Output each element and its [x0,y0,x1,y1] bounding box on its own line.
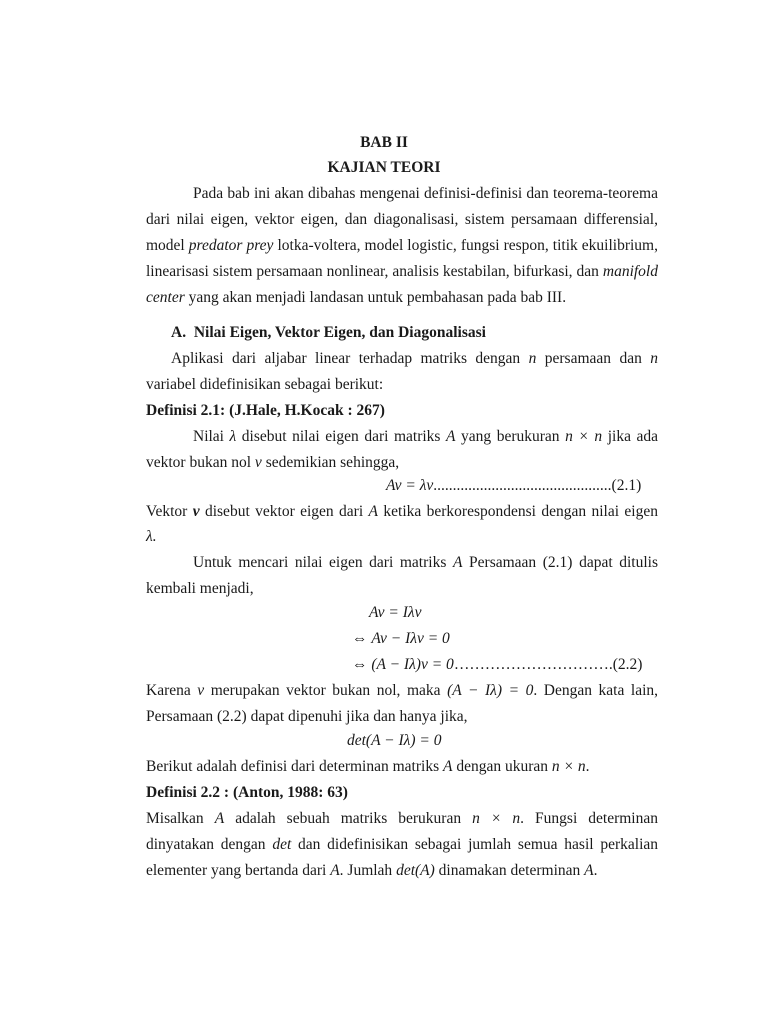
section-a-p1-line2: variabel didefinisikan sebagai berikut: [146,376,384,393]
definition-2-1-title: Definisi 2.1: (J.Hale, H.Kocak : 267) [146,402,385,419]
equation-number: (2.2) [612,656,643,673]
intro-line-2: dari nilai eigen, vektor eigen, dan diagonalisasi, sistem persamaan differensial, [146,211,658,228]
def22-line-2: dinyatakan dengan det dan didefinisikan sebagai jumlah semua hasil perkalian [146,836,659,853]
section-label: A. [171,324,187,341]
chapter-title: KAJIAN TEORI [327,159,441,176]
def21-line-7: Karena v merupakan vektor bukan nol, maka (A − Iλ) = 0. Dengan kata lain, [146,682,659,699]
equation-av-ilv: Av = Iλv [369,604,422,621]
equation-det: det(A − Iλ) = 0 [347,732,442,749]
def21-line-1: Nilai λ disebut nilai eigen dari matriks A yang berukuran n × n jika ada [193,428,658,445]
iff-icon: ⇔ [352,630,368,647]
def21-line-5: Untuk mencari nilai eigen dari matriks A Persamaan (2.1) dapat ditulis [193,554,658,571]
intro-line-5: center yang akan menjadi landasan untuk pembahasan pada bab III. [146,289,567,306]
definition-2-2-title: Definisi 2.2 : (Anton, 1988: 63) [146,784,348,801]
intro-line-3: model predator prey lotka-voltera, model logistic, fungsi respon, titik ekuilibrium, [146,237,658,254]
def21-line-2: vektor bukan nol v sedemikian sehingga, [146,454,400,471]
section-title: Nilai Eigen, Vektor Eigen, dan Diagonalisasi [193,324,486,341]
chapter-heading: BAB II [360,134,408,151]
equation-number: (2.1) [611,477,642,494]
def22-line-3: elementer yang bertanda dari A. Jumlah det(A) dinamakan determinan A. [146,862,598,879]
intro-line-1: Pada bab ini akan dibahas mengenai definisi-definisi dan teorema-teorema [193,185,658,202]
def21-line-4: λ. [146,528,157,545]
equation-av-minus: ⇔ Av − Iλv = 0 [352,630,450,647]
def21-line-3: Vektor v disebut vektor eigen dari A ketika berkorespondensi dengan nilai eigen [146,503,658,520]
section-a-heading [171,323,486,343]
equation-2-1: Av = λv..............................................(2.1) [386,477,642,494]
def21-line-8: Persamaan (2.2) dapat dipenuhi jika dan hanya jika, [146,708,468,725]
def22-line-1: Misalkan A adalah sebuah matriks berukuran n × n. Fungsi determinan [146,810,658,827]
def21-line-6: kembali menjadi, [146,580,254,597]
def21-line-9: Berikut adalah definisi dari determinan matriks A dengan ukuran n × n. [146,758,590,775]
iff-icon: ⇔ [352,656,368,673]
intro-line-4: linearisasi sistem persamaan nonlinear, analisis kestabilan, bifurkasi, dan manifold [146,263,658,280]
equation-2-2: ⇔ (A − Iλ)v = 0………………………….(2.2) [352,656,643,673]
section-a-p1-line1: Aplikasi dari aljabar linear terhadap matriks dengan n persamaan dan n [171,350,658,367]
